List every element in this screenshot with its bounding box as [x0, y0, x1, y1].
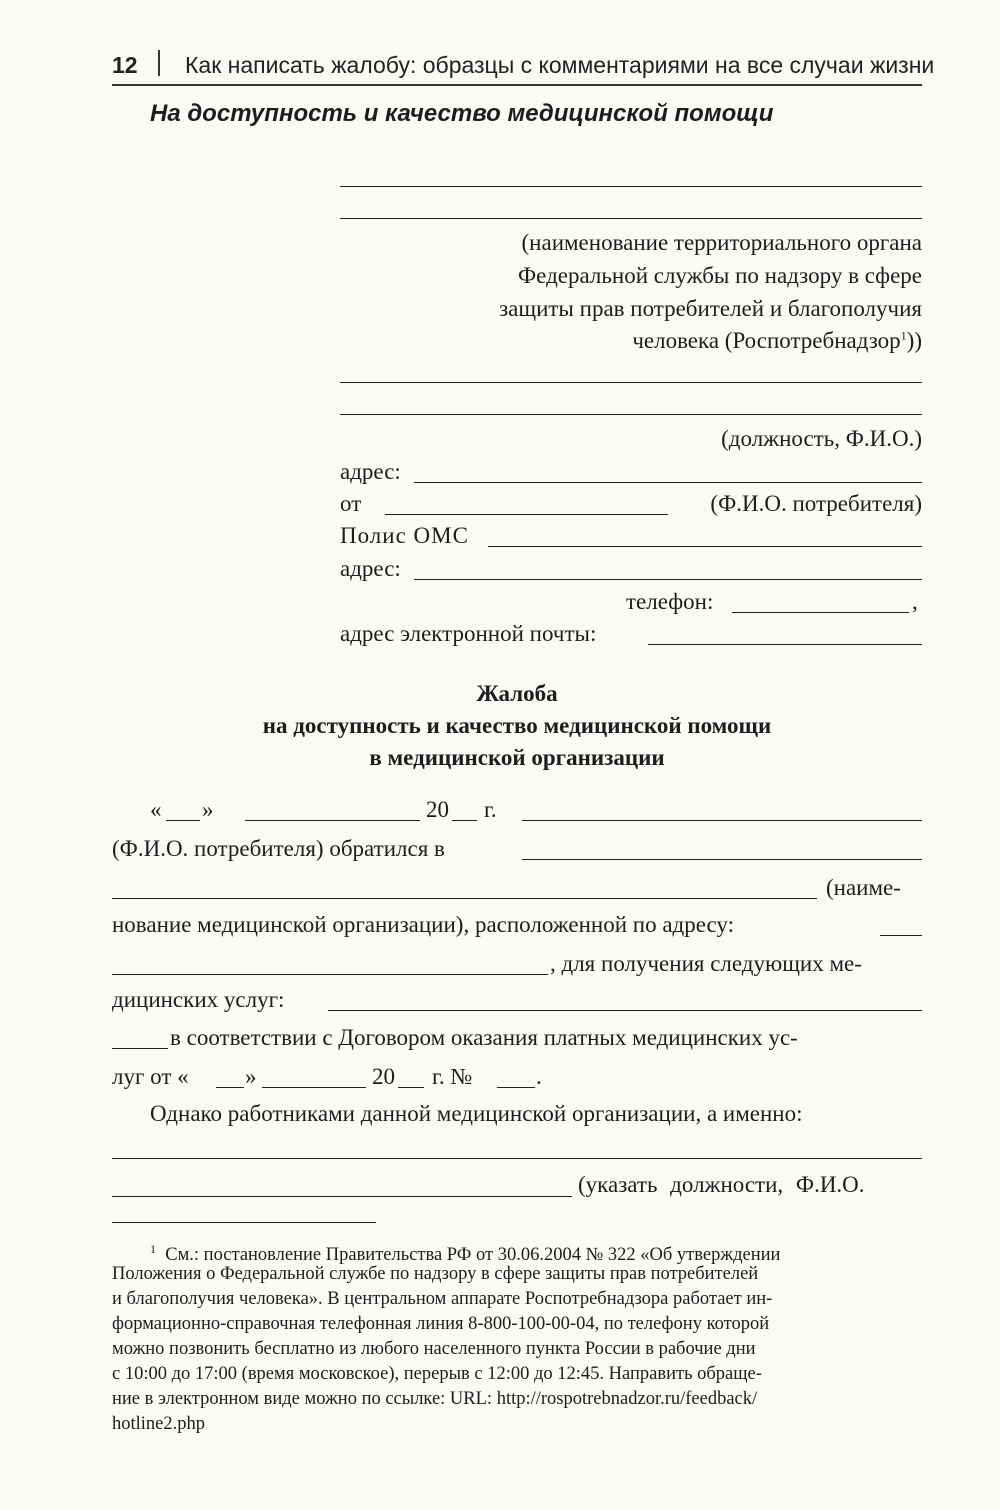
address-label-2: адрес:: [340, 556, 401, 581]
footnote-line: ние в электронном виде можно по ссылке: URL: http://rospotrebnadzor.ru/feedback/: [112, 1389, 758, 1409]
running-title: Как написать жалобу: образцы с комментариями на все случаи жизни: [185, 52, 935, 78]
org-hint-close: )): [906, 328, 922, 353]
address-field-2[interactable]: [414, 579, 922, 580]
address-field[interactable]: [414, 482, 922, 483]
position-hint: (должность, Ф.И.О.): [721, 426, 922, 451]
blank-line: [340, 414, 922, 415]
organization-field-2[interactable]: [112, 898, 817, 899]
policy-label: Полис ОМС: [340, 523, 469, 548]
date-open-quote: «: [150, 797, 162, 822]
from-label: от: [340, 491, 362, 516]
footnote-line: hotline2.php: [112, 1414, 206, 1434]
date-close-quote: »: [202, 797, 214, 822]
footnote-line: Положения о Федеральной службе по надзору в сфере защиты прав потребителей: [112, 1264, 759, 1284]
page-number: 12: [112, 52, 138, 78]
year-suffix: г.: [484, 797, 497, 822]
services-field-2[interactable]: [112, 1048, 168, 1049]
address-label: адрес:: [340, 459, 401, 484]
contract-month-field[interactable]: [262, 1087, 366, 1088]
body-text: г. №: [432, 1064, 473, 1089]
complaint-subtitle: на доступность и качество медицинской помощи: [262, 713, 772, 738]
staff-field[interactable]: [112, 1158, 922, 1159]
footnote-line: можно позвонить бесплатно из любого населенного пункта России в рабочие дни: [112, 1339, 756, 1359]
place-field[interactable]: [522, 820, 922, 821]
body-text: 20: [372, 1064, 395, 1089]
staff-field-2[interactable]: [112, 1196, 572, 1197]
body-text: (указать должности, Ф.И.О.: [578, 1172, 865, 1197]
email-label: адрес электронной почты:: [340, 621, 597, 646]
blank-line: [340, 186, 922, 187]
contract-year-field[interactable]: [398, 1087, 424, 1088]
year-prefix: 20: [426, 797, 449, 822]
phone-field[interactable]: [732, 612, 909, 613]
org-hint-line: [632, 328, 922, 354]
header-rule: [112, 84, 922, 86]
body-text: дицинских услуг:: [112, 987, 285, 1012]
policy-field[interactable]: [488, 546, 922, 547]
complaint-title: Жалоба: [476, 681, 558, 706]
contract-day-field[interactable]: [216, 1087, 244, 1088]
blank-line: [340, 218, 922, 219]
footnote-mark: 1: [150, 1242, 156, 1256]
consumer-name-field[interactable]: [385, 514, 668, 515]
section-title: На доступность и качество медицинской помощи: [150, 100, 774, 127]
blank-line: [340, 382, 922, 383]
org-hint-text: человека (Роспотребнадзор: [632, 328, 901, 353]
footnote-line: формационно-справочная телефонная линия 8-800-100-00-04, по телефону которой: [112, 1314, 770, 1334]
body-text: (Ф.И.О. потребителя) обратился в: [112, 836, 445, 861]
organization-field[interactable]: [522, 859, 922, 860]
body-text: .: [536, 1064, 542, 1089]
email-field[interactable]: [648, 644, 922, 645]
month-field[interactable]: [245, 820, 420, 821]
body-text: Однако работниками данной медицинской организации, а именно:: [150, 1101, 803, 1126]
body-text: »: [245, 1064, 257, 1089]
services-field[interactable]: [328, 1010, 922, 1011]
header-divider: [158, 50, 160, 76]
footnote-text: См.: постановление Правительства РФ от 30.06.2004 № 322 «Об утверждении: [165, 1245, 781, 1266]
body-text: нование медицинской организации), расположенной по адресу:: [112, 912, 734, 937]
contract-number-field[interactable]: [497, 1087, 535, 1088]
day-field[interactable]: [166, 820, 200, 821]
org-hint-line: Федеральной службы по надзору в сфере: [518, 263, 922, 288]
body-text: луг от «: [112, 1064, 189, 1089]
footnote-ref: 1: [900, 328, 907, 343]
phone-comma: ,: [912, 589, 918, 614]
org-hint-line: защиты прав потребителей и благополучия: [499, 296, 922, 321]
body-text: в соответствии с Договором оказания платных медицинских ус-: [170, 1025, 798, 1050]
body-text: , для получения следующих ме-: [550, 951, 862, 976]
footnote-separator: [112, 1222, 376, 1223]
footnote-line: и благополучия человека». В центральном аппарате Роспотребнадзора работает ин-: [112, 1289, 773, 1309]
year-field[interactable]: [452, 820, 477, 821]
complaint-subtitle: в медицинской организации: [369, 745, 665, 770]
org-address-field[interactable]: [880, 935, 922, 936]
consumer-hint: (Ф.И.О. потребителя): [710, 491, 922, 516]
org-hint-line: (наименование территориального органа: [521, 230, 922, 255]
footnote-line: с 10:00 до 17:00 (время московское), перерыв с 12:00 до 12:45. Направить обраще-: [112, 1364, 762, 1384]
body-text: (наиме-: [826, 875, 901, 900]
phone-label: телефон:: [626, 589, 714, 614]
org-address-field-2[interactable]: [112, 974, 548, 975]
